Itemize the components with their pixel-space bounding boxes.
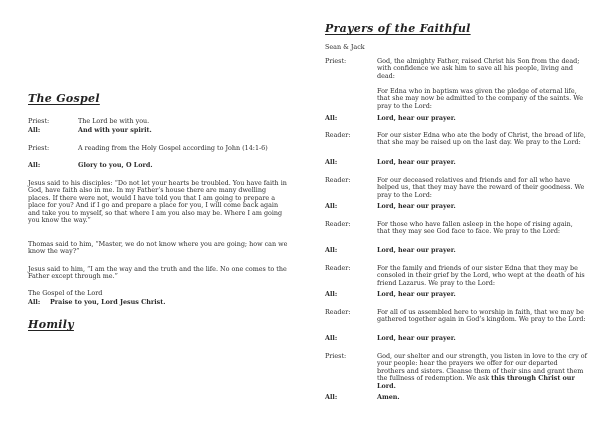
prayers-heading: Prayers of the Faithful: [325, 22, 471, 35]
prayer-readers: Sean & Jack: [325, 43, 365, 51]
speaker-label: All:: [28, 298, 41, 306]
dialogue-text: The Lord be with you.: [78, 117, 150, 125]
gospel-closing: The Gospel of the Lord: [28, 289, 103, 297]
speaker-label: Priest:: [28, 117, 50, 125]
homily-heading: Homily: [28, 318, 74, 331]
dialogue-text: Glory to you, O Lord.: [78, 161, 153, 169]
prayer-response: Lord, hear our prayer.: [377, 158, 456, 166]
prayer-intention: For our sister Edna who ate the body of Christ, the bread of life, that she may be raised up on the last day. We pray to the Lord:: [377, 131, 586, 147]
conclusion-bold: this through Christ our Lord.: [377, 374, 575, 390]
conclusion-text: God, our shelter and our strength, you listen in love to the cry of your people: hear the prayers we offer for our departed brothers and sisters. Cleanse them of their sins and grant them the fullness of redemption. We ask: [377, 352, 587, 383]
gospel-paragraph: Thomas said to him, “Master, we do not know where you are going; how can we know the way?”: [28, 240, 288, 256]
gospel-response: Praise to you, Lord Jesus Christ.: [50, 298, 166, 306]
prayer-response: Lord, hear our prayer.: [377, 290, 456, 298]
speaker-label: Reader:: [325, 131, 351, 139]
speaker-label: All:: [325, 393, 338, 401]
gospel-paragraph: Jesus said to his disciples: “Do not let your hearts be troubled. You have faith in God, have faith also in me. In my Father’s house there are many dwelling places. If there were not, would I have told you that I am going to prepare a place for you? And if I go and prepare a place for you, I will come back again and take you to myself, so that where I am you also may be. Where I am going you know the way.”: [28, 179, 287, 225]
speaker-label: Priest:: [325, 352, 347, 360]
speaker-label: Reader:: [325, 176, 351, 184]
speaker-label: Reader:: [325, 308, 351, 316]
speaker-label: Reader:: [325, 264, 351, 272]
speaker-label: All:: [325, 334, 338, 342]
speaker-label: All:: [325, 114, 338, 122]
prayer-response: Lord, hear our prayer.: [377, 334, 456, 342]
gospel-paragraph: Jesus said to him, “I am the way and the truth and the life. No one comes to the Father except through me.”: [28, 265, 287, 281]
amen-response: Amen.: [377, 393, 400, 401]
prayer-response: Lord, hear our prayer.: [377, 114, 456, 122]
speaker-label: All:: [325, 158, 338, 166]
speaker-label: All:: [28, 161, 41, 169]
prayer-intention: For the family and friends of our sister Edna that they may be consoled in their grief by the Lord, who wept at the death of his friend Lazarus. We pray to the Lord:: [377, 264, 585, 287]
speaker-label: All:: [325, 202, 338, 210]
speaker-label: Priest:: [325, 57, 347, 65]
speaker-label: All:: [28, 126, 41, 134]
speaker-label: Reader:: [325, 220, 351, 228]
prayer-intention: For all of us assembled here to worship in faith, that we may be gathered together again in God’s kingdom. We pray to the Lord:: [377, 308, 586, 324]
left-page: [28, 0, 290, 425]
speaker-label: All:: [325, 246, 338, 254]
prayer-response: Lord, hear our prayer.: [377, 202, 456, 210]
speaker-label: Priest:: [28, 144, 50, 152]
prayer-intention: For our deceased relatives and friends and for all who have helped us, that they may have the reward of their goodness. We pray to the Lord:: [377, 176, 585, 199]
gospel-heading: The Gospel: [28, 92, 100, 105]
dialogue-text: A reading from the Holy Gospel according to John (14:1-6): [78, 144, 268, 152]
prayer-conclusion: [377, 353, 587, 390]
right-page: [325, 0, 587, 425]
prayer-intention: For Edna who in baptism was given the pledge of eternal life, that she may now be admitted to the company of the saints. We pray to the Lord:: [377, 87, 584, 110]
prayer-intro: God, the almighty Father, raised Christ his Son from the dead; with confidence we ask him to save all his people, living and dead:: [377, 57, 580, 80]
speaker-label: All:: [325, 290, 338, 298]
prayer-response: Lord, hear our prayer.: [377, 246, 456, 254]
prayer-intention: For those who have fallen asleep in the hope of rising again, that they may see God face to face. We pray to the Lord:: [377, 220, 573, 236]
dialogue-text: And with your spirit.: [78, 126, 152, 134]
